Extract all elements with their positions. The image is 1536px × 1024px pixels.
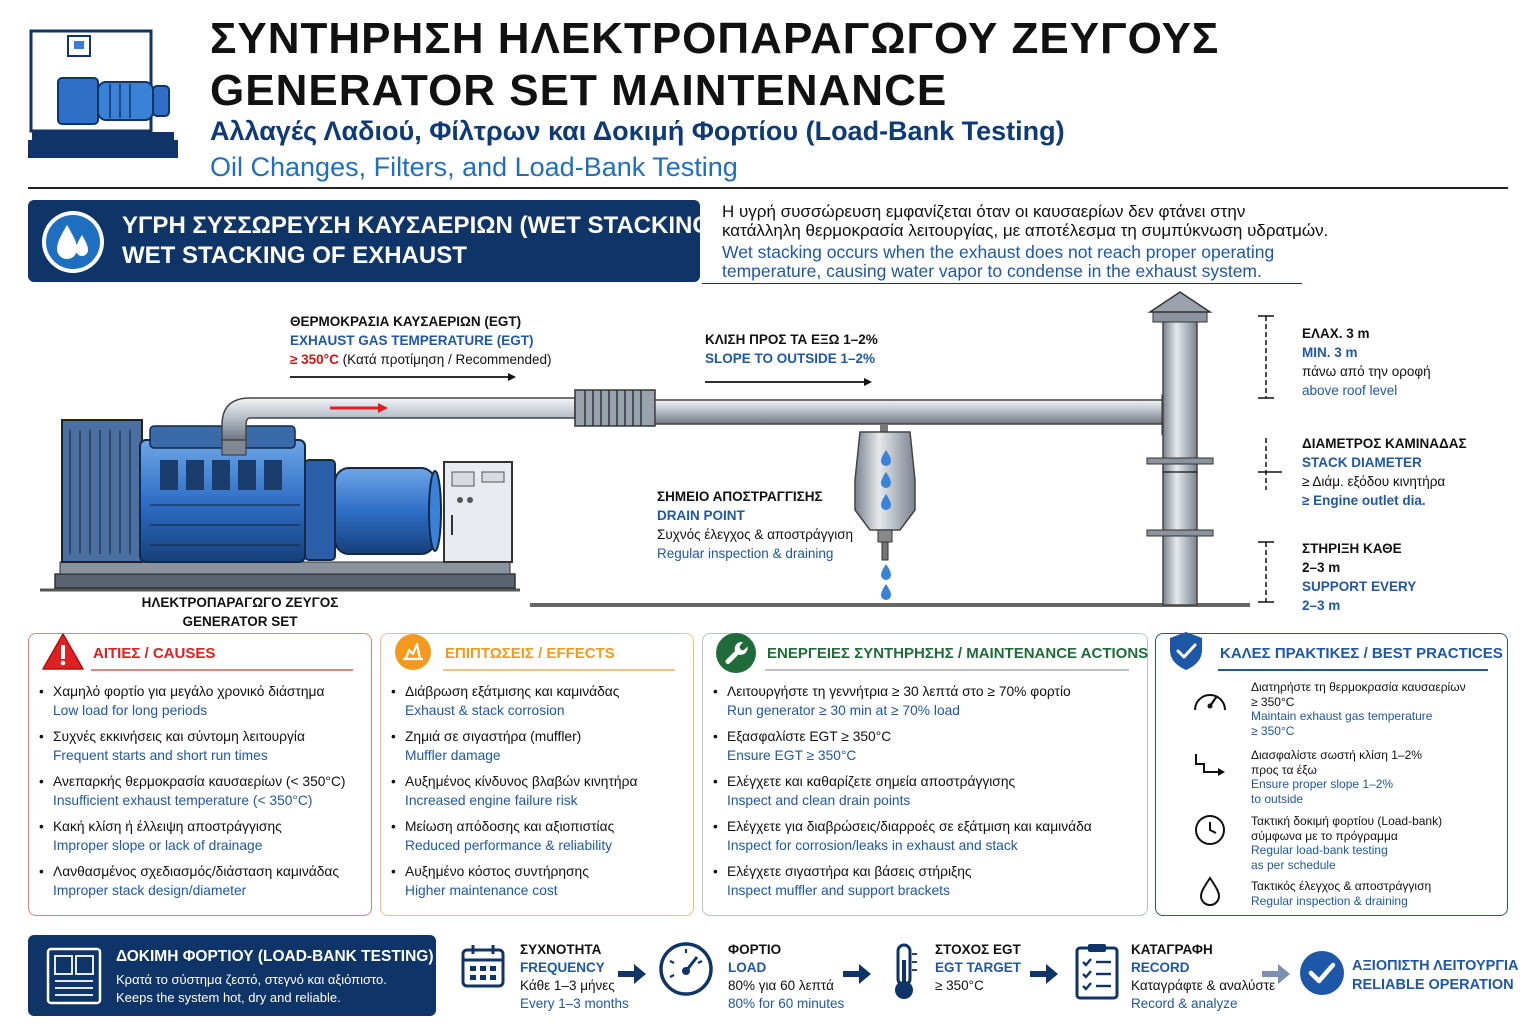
checklist-icon (1074, 942, 1120, 1000)
wet-stacking-title-greek: ΥΓΡΗ ΣΥΣΣΩΡΕΥΣΗ ΚΑΥΣΑΕΡΙΩΝ (WET STACKING) (122, 212, 719, 239)
actions-panel (702, 633, 1148, 916)
page-subtitle-greek: Αλλαγές Λαδιού, Φίλτρων και Δοκιμή Φορτίου (Load-Bank Testing) (210, 116, 1065, 146)
drain-label-english: DRAIN POINT (657, 508, 745, 523)
best-practice-item: Τακτική δοκιμή φορτίου (Load-bank) σύμφωνα με το πρόγραμμα Regular load-bank testing as per schedule (1251, 814, 1443, 872)
list-item: • Αυξημένο κόστος συντήρησης Higher maintenance cost (391, 862, 637, 900)
list-item: • Ελέγχετε σιγαστήρα και βάσεις στήριξης Inspect muffler and support brackets (713, 862, 1092, 900)
list-item: • Συχνές εκκινήσεις και σύντομη λειτουργία Frequent starts and short run times (39, 727, 346, 765)
actions-title: ΕΝΕΡΓΕΙΕΣ ΣΥΝΤΗΡΗΣΗΣ / MAINTENANCE ACTIONS (767, 645, 1149, 662)
water-drops-icon (40, 209, 106, 275)
step-record: ΚΑΤΑΓΡΑΦΗ RECORD Καταγράφτε & αναλύστε Record & analyze (1131, 942, 1276, 1011)
page-title-english: GENERATOR SET MAINTENANCE (210, 66, 948, 115)
support-label-english: SUPPORT EVERY (1302, 579, 1417, 594)
step-egt-target: ΣΤΟΧΟΣ EGT EGT TARGET ≥ 350°C (935, 942, 1021, 993)
list-item: • Λανθασμένος σχεδιασμός/διάσταση καμινάδας Improper stack design/diameter (39, 862, 346, 900)
height-label-greek: ΕΛΑΧ. 3 m (1302, 326, 1370, 341)
genset-label-greek: ΗΛΕΚΤΡΟΠΑΡΑΓΩΓΟ ΖΕΥΓΟΣ (141, 595, 339, 610)
diameter-note-english: ≥ Engine outlet dia. (1302, 493, 1426, 508)
slope-label-greek: ΚΛΙΣΗ ΠΡΟΣ ΤΑ ΕΞΩ 1–2% (705, 332, 878, 347)
diameter-label-english: STACK DIAMETER (1302, 455, 1422, 470)
best-practice-item: Τακτικός έλεγχος & αποστράγγιση Regular inspection & draining (1251, 879, 1432, 908)
support-value-greek: 2–3 m (1302, 560, 1341, 575)
egt-note: (Κατά προτίμηση / Recommended) (342, 352, 552, 367)
support-label-greek: ΣΤΗΡΙΞΗ ΚΑΘΕ (1302, 541, 1402, 556)
thermometer-icon (888, 942, 920, 1002)
gauge-icon (1192, 684, 1228, 716)
shield-check-icon (1168, 630, 1204, 672)
arrow-right-icon (843, 963, 873, 985)
reliable-operation-english: RELIABLE OPERATION (1352, 977, 1514, 993)
step-load: ΦΟΡΤΙΟ LOAD 80% για 60 λεπτά 80% for 60 minutes (728, 942, 845, 1011)
genset-label (130, 593, 350, 631)
wrench-icon (715, 632, 757, 674)
actions-title-line (765, 669, 1129, 671)
egt-label-english: EXHAUST GAS TEMPERATURE (EGT) (290, 333, 534, 348)
diameter-note-greek: ≥ Διάμ. εξόδου κινητήρα (1302, 474, 1446, 489)
effects-panel (380, 633, 694, 916)
load-bank-title: ΔΟΚΙΜΗ ΦΟΡΤΙΟΥ (LOAD-BANK TESTING) (116, 948, 434, 965)
step-frequency: ΣΥΧΝΟΤΗΤΑ FREQUENCY Κάθε 1–3 μήνες Every 1–3 months (520, 942, 629, 1011)
list-item: • Χαμηλό φορτίο για μεγάλο χρονικό διάστημα Low load for long periods (39, 682, 346, 720)
height-label-english: MIN. 3 m (1302, 345, 1358, 360)
wet-desc-en-1: Wet stacking occurs when the exhaust does not reach proper operating (722, 242, 1275, 262)
wet-stacking-title-english: WET STACKING OF EXHAUST (122, 242, 467, 269)
load-bank-desc-english: Keeps the system hot, dry and reliable. (116, 990, 341, 1005)
best-practice-item: Διατηρήστε τη θερμοκρασία καυσαερίων ≥ 350°C Maintain exhaust gas temperature ≥ 350°C (1251, 680, 1466, 738)
slope-icon (1194, 750, 1228, 778)
list-item: • Ανεπαρκής θερμοκρασία καυσαερίων (< 350°C) Insufficient exhaust temperature (< 350°C) (39, 772, 346, 810)
slope-label (705, 330, 878, 368)
stack-diameter-label (1302, 434, 1467, 510)
support-label (1302, 539, 1416, 615)
arrow-right-icon (1030, 963, 1060, 985)
gauge-icon (658, 941, 714, 997)
list-item: • Αυξημένος κίνδυνος βλαβών κινητήρα Increased engine failure risk (391, 772, 637, 810)
wet-stacking-underline (702, 283, 1302, 284)
causes-title-line (91, 669, 353, 671)
effects-title-line (443, 669, 675, 671)
causes-panel (28, 633, 372, 916)
header-divider (28, 187, 1508, 189)
list-item: • Ελέγχετε και καθαρίζετε σημεία αποστράγγισης Inspect and clean drain points (713, 772, 1092, 810)
best-title-line (1218, 669, 1488, 671)
wet-desc-gr-2: κατάλληλη θερμοκρασία λειτουργίας, με αποτέλεσμα τη συμπύκνωση υδρατμών. (722, 221, 1329, 240)
stack-height-label (1302, 324, 1431, 400)
generator-logo-icon (28, 28, 178, 160)
actions-list (713, 682, 1092, 907)
wet-stacking-banner (28, 200, 719, 282)
egt-label-greek: ΘΕΡΜΟΚΡΑΣΙΑ ΚΑΥΣΑΕΡΙΩΝ (EGT) (290, 314, 522, 329)
drain-note-greek: Συχνός έλεγχος & αποστράγγιση (657, 527, 854, 542)
list-item: • Ελέγχετε για διαβρώσεις/διαρροές σε εξάτμιση και καμινάδα Inspect for corrosion/leaks in exhaust and stack (713, 817, 1092, 855)
best-practice-item: Διασφαλίστε σωστή κλίση 1–2% προς τα έξω Ensure proper slope 1–2% to outside (1251, 748, 1422, 806)
drain-point-label (657, 487, 853, 563)
reliable-operation-label (1352, 957, 1519, 995)
check-circle-icon (1298, 949, 1346, 997)
causes-list (39, 682, 346, 907)
list-item: • Εξασφαλίστε EGT ≥ 350°C Ensure EGT ≥ 350°C (713, 727, 1092, 765)
list-item: • Διάβρωση εξάτμισης και καμινάδας Exhaust & stack corrosion (391, 682, 637, 720)
wet-desc-gr-1: Η υγρή συσσώρευση εμφανίζεται όταν οι καυσαερίων δεν φτάνει στην (722, 202, 1246, 221)
arrow-right-icon (618, 963, 648, 985)
egt-value: ≥ 350°C (290, 352, 339, 367)
load-bank-desc-greek: Κρατά το σύστημα ζεστό, στεγνό και αξιόπιστο. (116, 972, 387, 987)
best-practices-title: ΚΑΛΕΣ ΠΡΑΚΤΙΚΕΣ / BEST PRACTICES (1220, 645, 1503, 662)
load-bank-cabinet-icon (46, 947, 102, 1005)
diameter-label-greek: ΔΙΑΜΕΤΡΟΣ ΚΑΜΙΝΑΔΑΣ (1302, 436, 1467, 451)
damage-icon (393, 632, 433, 672)
arrow-right-icon (1262, 963, 1292, 985)
list-item: • Κακή κλίση ή έλλειψη αποστράγγισης Improper slope or lack of drainage (39, 817, 346, 855)
height-note-greek: πάνω από την οροφή (1302, 364, 1431, 379)
egt-label (290, 312, 552, 369)
wet-desc-en-2: temperature, causing water vapor to condense in the exhaust system. (722, 261, 1262, 281)
genset-label-english: GENERATOR SET (182, 614, 298, 629)
causes-title: ΑΙΤΙΕΣ / CAUSES (93, 645, 216, 662)
effects-title: ΕΠΙΠΤΩΣΕΙΣ / EFFECTS (445, 645, 615, 662)
support-value-english: 2–3 m (1302, 598, 1341, 613)
warning-icon (41, 632, 85, 672)
drain-note-english: Regular inspection & draining (657, 546, 834, 561)
drain-label-greek: ΣΗΜΕΙΟ ΑΠΟΣΤΡΑΓΓΙΣΗΣ (657, 489, 823, 504)
calendar-icon (460, 943, 506, 989)
page-subtitle-english: Oil Changes, Filters, and Load-Bank Testing (210, 152, 738, 182)
list-item: • Λειτουργήστε τη γεννήτρια ≥ 30 λεπτά στο ≥ 70% φορτίο Run generator ≥ 30 min at ≥ 70% load (713, 682, 1092, 720)
height-note-english: above roof level (1302, 383, 1398, 398)
list-item: • Μείωση απόδοσης και αξιοπιστίας Reduced performance & reliability (391, 817, 637, 855)
list-item: • Ζημιά σε σιγαστήρα (muffler) Muffler damage (391, 727, 637, 765)
load-bank-banner (28, 935, 436, 1016)
best-practices-panel (1155, 633, 1508, 916)
wet-stacking-description (722, 202, 1512, 281)
clock-icon (1194, 814, 1226, 846)
slope-label-english: SLOPE TO OUTSIDE 1–2% (705, 351, 876, 366)
page-title-greek: ΣΥΝΤΗΡΗΣΗ ΗΛΕΚΤΡΟΠΑΡΑΓΩΓΟΥ ΖΕΥΓΟΥΣ (210, 14, 1220, 63)
reliable-operation-greek: ΑΞΙΟΠΙΣΤΗ ΛΕΙΤΟΥΡΓΙΑ (1352, 958, 1519, 974)
drop-icon (1198, 876, 1222, 906)
effects-list (391, 682, 637, 907)
